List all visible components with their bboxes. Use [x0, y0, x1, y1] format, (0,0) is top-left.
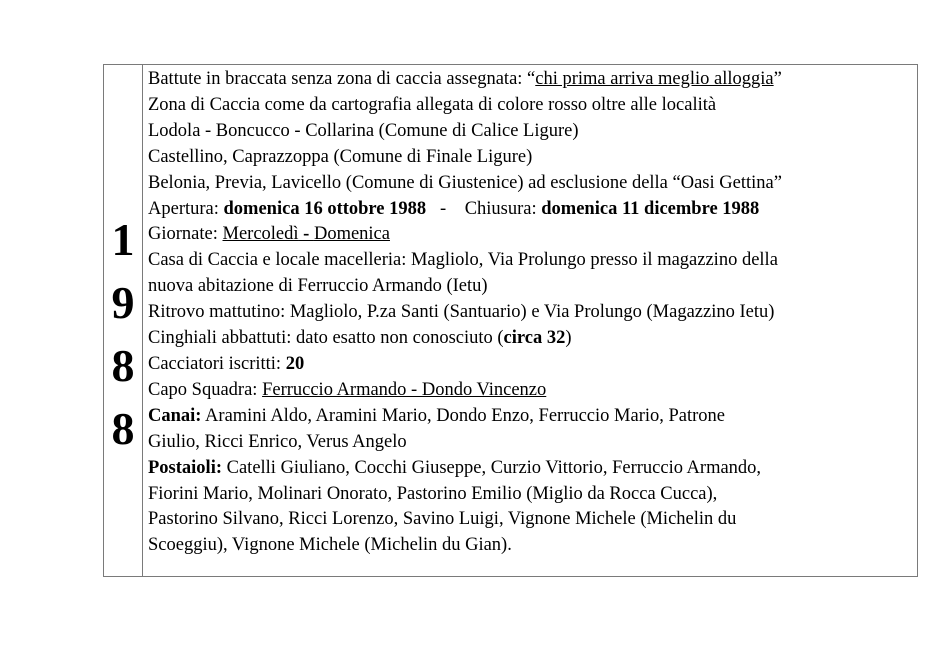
opening-date: domenica 16 ottobre 1988 [223, 198, 427, 219]
hunt-house-line-1: Casa di Caccia e locale macelleria: Magliolo, Via Prolungo presso il magazzino della [148, 250, 778, 271]
year-digit: 1 [111, 214, 135, 265]
boar-count-line: Cinghiali abbattuti: dato esatto non conosciuto (circa 32) [148, 328, 572, 349]
postaioli-label: Postaioli: [148, 457, 222, 478]
team-leaders: Ferruccio Armando - Dondo Vincenzo [262, 379, 547, 400]
canai-label: Canai: [148, 405, 202, 426]
hunt-motto: chi prima arriva meglio alloggia [535, 69, 774, 89]
members-line: Cacciatori iscritti: 20 [148, 353, 305, 374]
hunt-mode-line: Battute in braccata senza zona di caccia assegnata: “chi prima arriva meglio alloggia” [148, 69, 782, 89]
postaioli-line-3: Pastorino Silvano, Ricci Lorenzo, Savino Luigi, Vignone Michele (Michelin du [148, 509, 737, 530]
year-digit: 8 [111, 403, 135, 454]
zone-giustenice-line: Belonia, Previa, Lavicello (Comune di Giustenice) ad esclusione della “Oasi Gettina” [148, 172, 782, 193]
members-count: 20 [285, 353, 305, 374]
zone-calice-line: Lodola - Boncucco - Collarina (Comune di Calice Ligure) [148, 120, 579, 141]
postaioli-line-1: Postaioli: Catelli Giuliano, Cocchi Giuseppe, Curzio Vittorio, Ferruccio Armando, [148, 457, 762, 478]
boar-count: circa 32 [503, 328, 566, 349]
year-vertical [104, 208, 142, 460]
hunt-day-1: Mercoledì [222, 224, 299, 245]
year-digit: 9 [111, 277, 135, 328]
postaioli-line-2: Fiorini Mario, Molinari Onorato, Pastorino Emilio (Miglio da Rocca Cucca), [148, 483, 718, 504]
canai-line-1: Canai: Aramini Aldo, Aramini Mario, Dondo Enzo, Ferruccio Mario, Patrone [148, 405, 726, 426]
closing-date: domenica 11 dicembre 1988 [541, 198, 760, 219]
zone-line: Zona di Caccia come da cartografia allegata di colore rosso oltre alle località [148, 94, 717, 115]
season-details [143, 65, 917, 576]
hunt-days-line: Giornate: Mercoledì - Domenica [148, 224, 390, 245]
year-digit: 8 [111, 340, 135, 391]
meeting-point-line: Ritrovo mattutino: Magliolo, P.za Santi (Santuario) e Via Prolungo (Magazzino Ietu) [148, 302, 775, 323]
canai-line-2: Giulio, Ricci Enrico, Verus Angelo [148, 431, 407, 452]
team-leader-line: Capo Squadra: Ferruccio Armando - Dondo Vincenzo [148, 379, 547, 400]
hunt-day-2: Domenica [313, 224, 390, 245]
zone-finale-line: Castellino, Caprazzoppa (Comune di Finale Ligure) [148, 146, 533, 167]
season-record-table [103, 64, 918, 577]
postaioli-line-4: Scoeggiu), Vignone Michele (Michelin du Gian). [148, 535, 512, 556]
year-column [104, 65, 143, 576]
season-dates-line: Apertura: domenica 16 ottobre 1988 - Chiusura: domenica 11 dicembre 1988 [148, 198, 760, 219]
hunt-house-line-2: nuova abitazione di Ferruccio Armando (Ietu) [148, 276, 488, 297]
